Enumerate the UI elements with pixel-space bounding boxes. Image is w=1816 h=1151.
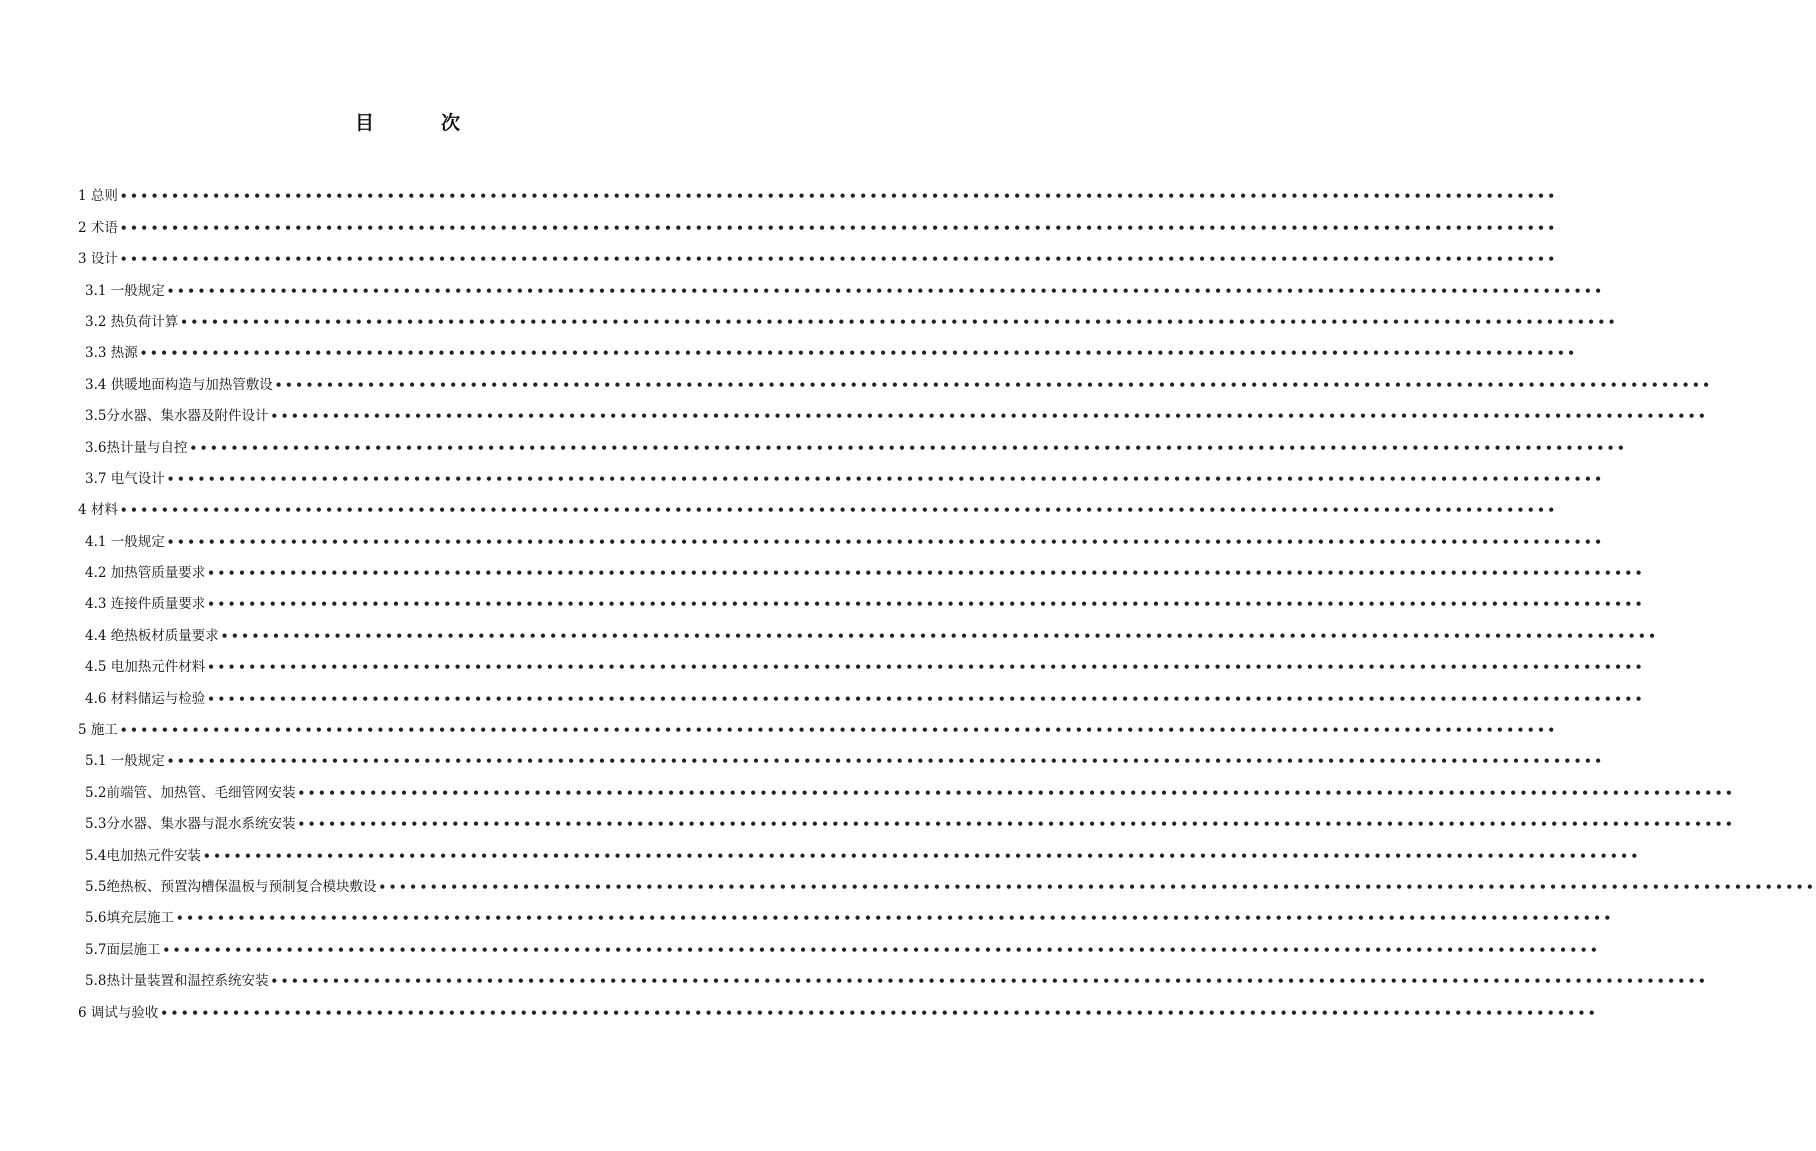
toc-entry-label: 5.2前端管、加热管、毛细管网安装: [85, 784, 296, 801]
toc-dot-leader: ••••••••••••••••••••••••••••••••••••••••••••••••••••••••••••••••••••••••••••••••••••••••••••••••••••••••••••••••••••••••••••••••••••••••••••: [180, 314, 1619, 329]
toc-dot-leader: ••••••••••••••••••••••••••••••••••••••••••••••••••••••••••••••••••••••••••••••••••••••••••••••••••••••••••••••••••••••••••••••••••••••••••••: [202, 848, 1641, 863]
toc-entry-label: 4.1 一般规定: [85, 533, 165, 550]
toc-entry-label: 5.5绝热板、预置沟槽保温板与预制复合模块敷设: [85, 878, 377, 895]
toc-dot-leader: ••••••••••••••••••••••••••••••••••••••••••••••••••••••••••••••••••••••••••••••••••••••••••••••••••••••••••••••••••••••••••••••••••••••••••••: [119, 220, 1558, 235]
toc-entry[interactable]: [78, 583, 1646, 614]
toc-dot-leader: ••••••••••••••••••••••••••••••••••••••••••••••••••••••••••••••••••••••••••••••••••••••••••••••••••••••••••••••••••••••••••••••••••••••••••••: [166, 754, 1605, 769]
toc-dot-leader: ••••••••••••••••••••••••••••••••••••••••••••••••••••••••••••••••••••••••••••••••••••••••••••••••••••••••••••••••••••••••••••••••••••••••••••: [378, 879, 1816, 894]
toc-entry-label: 4.5 电加热元件材料: [85, 659, 206, 676]
toc-entry[interactable]: [78, 301, 1619, 332]
toc-entry-label: 3.3 热源: [85, 345, 138, 362]
toc-entry-label: 4.3 连接件质量要求: [85, 596, 206, 613]
toc-entry[interactable]: [78, 771, 1736, 802]
toc-dot-leader: ••••••••••••••••••••••••••••••••••••••••••••••••••••••••••••••••••••••••••••••••••••••••••••••••••••••••••••••••••••••••••••••••••••••••••••: [220, 628, 1659, 643]
toc-entry[interactable]: [78, 238, 1558, 269]
toc-dot-leader: ••••••••••••••••••••••••••••••••••••••••••••••••••••••••••••••••••••••••••••••••••••••••••••••••••••••••••••••••••••••••••••••••••••••••••••: [207, 660, 1646, 675]
toc-entry[interactable]: [78, 740, 1605, 771]
toc-entry[interactable]: [78, 175, 1558, 206]
toc-dot-leader: ••••••••••••••••••••••••••••••••••••••••••••••••••••••••••••••••••••••••••••••••••••••••••••••••••••••••••••••••••••••••••••••••••••••••••••: [166, 534, 1605, 549]
toc-dot-leader: ••••••••••••••••••••••••••••••••••••••••••••••••••••••••••••••••••••••••••••••••••••••••••••••••••••••••••••••••••••••••••••••••••••••••••••: [166, 471, 1605, 486]
toc-entry[interactable]: [78, 520, 1605, 551]
toc-entry-label: 5.8热计量装置和温控系统安装: [85, 973, 269, 990]
toc-dot-leader: ••••••••••••••••••••••••••••••••••••••••••••••••••••••••••••••••••••••••••••••••••••••••••••••••••••••••••••••••••••••••••••••••••••••••••••: [270, 409, 1709, 424]
toc-dot-leader: ••••••••••••••••••••••••••••••••••••••••••••••••••••••••••••••••••••••••••••••••••••••••••••••••••••••••••••••••••••••••••••••••••••••••••••: [160, 1005, 1599, 1020]
toc-entry[interactable]: [78, 269, 1605, 300]
table-of-contents: [78, 175, 1816, 1023]
toc-entry-label: 5.4电加热元件安装: [85, 847, 201, 864]
toc-entry[interactable]: [78, 363, 1713, 394]
toc-entry-label: 5.6填充层施工: [85, 910, 174, 927]
toc-entry[interactable]: [78, 960, 1709, 991]
toc-dot-leader: ••••••••••••••••••••••••••••••••••••••••••••••••••••••••••••••••••••••••••••••••••••••••••••••••••••••••••••••••••••••••••••••••••••••••••••: [297, 817, 1736, 832]
toc-entry-label: 4.4 绝热板材质量要求: [85, 627, 219, 644]
page-title: 目 次: [354, 112, 484, 134]
toc-entry-label: 5 施工: [78, 722, 118, 739]
toc-entry[interactable]: [78, 395, 1709, 426]
toc-entry[interactable]: [78, 614, 1659, 645]
toc-dot-leader: ••••••••••••••••••••••••••••••••••••••••••••••••••••••••••••••••••••••••••••••••••••••••••••••••••••••••••••••••••••••••••••••••••••••••••••: [207, 597, 1646, 612]
toc-entry[interactable]: [78, 426, 1628, 457]
toc-dot-leader: ••••••••••••••••••••••••••••••••••••••••••••••••••••••••••••••••••••••••••••••••••••••••••••••••••••••••••••••••••••••••••••••••••••••••••••: [119, 723, 1558, 738]
toc-dot-leader: ••••••••••••••••••••••••••••••••••••••••••••••••••••••••••••••••••••••••••••••••••••••••••••••••••••••••••••••••••••••••••••••••••••••••••••: [207, 691, 1646, 706]
toc-entry-label: 3.5分水器、集水器及附件设计: [85, 408, 269, 425]
toc-dot-leader: ••••••••••••••••••••••••••••••••••••••••••••••••••••••••••••••••••••••••••••••••••••••••••••••••••••••••••••••••••••••••••••••••••••••••••••: [166, 283, 1605, 298]
toc-entry-label: 4.6 材料储运与检验: [85, 690, 206, 707]
toc-entry-label: 2 术语: [78, 219, 118, 236]
toc-entry-label: 5.3分水器、集水器与混水系统安装: [85, 816, 296, 833]
toc-entry-label: 6 调试与验收: [78, 1004, 159, 1021]
toc-entry[interactable]: [78, 458, 1605, 489]
toc-entry[interactable]: [78, 677, 1646, 708]
toc-entry[interactable]: [78, 552, 1646, 583]
toc-dot-leader: ••••••••••••••••••••••••••••••••••••••••••••••••••••••••••••••••••••••••••••••••••••••••••••••••••••••••••••••••••••••••••••••••••••••••••••: [274, 377, 1713, 392]
toc-entry-label: 4 材料: [78, 502, 118, 519]
toc-dot-leader: ••••••••••••••••••••••••••••••••••••••••••••••••••••••••••••••••••••••••••••••••••••••••••••••••••••••••••••••••••••••••••••••••••••••••••••: [119, 252, 1558, 267]
toc-entry[interactable]: [78, 991, 1599, 1022]
toc-entry-label: 3.2 热负荷计算: [85, 313, 179, 330]
toc-dot-leader: ••••••••••••••••••••••••••••••••••••••••••••••••••••••••••••••••••••••••••••••••••••••••••••••••••••••••••••••••••••••••••••••••••••••••••••: [162, 942, 1601, 957]
toc-dot-leader: ••••••••••••••••••••••••••••••••••••••••••••••••••••••••••••••••••••••••••••••••••••••••••••••••••••••••••••••••••••••••••••••••••••••••••••: [189, 440, 1628, 455]
toc-dot-leader: ••••••••••••••••••••••••••••••••••••••••••••••••••••••••••••••••••••••••••••••••••••••••••••••••••••••••••••••••••••••••••••••••••••••••••••: [139, 346, 1578, 361]
toc-entry-label: 3.4 供暖地面构造与加热管敷设: [85, 376, 273, 393]
toc-entry-label: 3.7 电气设计: [85, 470, 165, 487]
toc-entry[interactable]: [78, 332, 1578, 363]
toc-entry[interactable]: [78, 803, 1736, 834]
toc-entry[interactable]: [78, 206, 1558, 237]
toc-dot-leader: ••••••••••••••••••••••••••••••••••••••••••••••••••••••••••••••••••••••••••••••••••••••••••••••••••••••••••••••••••••••••••••••••••••••••••••: [119, 189, 1558, 204]
toc-dot-leader: ••••••••••••••••••••••••••••••••••••••••••••••••••••••••••••••••••••••••••••••••••••••••••••••••••••••••••••••••••••••••••••••••••••••••••••: [207, 566, 1646, 581]
toc-entry-label: 3.6热计量与自控: [85, 439, 188, 456]
toc-entry-label: 5.1 一般规定: [85, 753, 165, 770]
toc-dot-leader: ••••••••••••••••••••••••••••••••••••••••••••••••••••••••••••••••••••••••••••••••••••••••••••••••••••••••••••••••••••••••••••••••••••••••••••: [175, 911, 1614, 926]
toc-dot-leader: ••••••••••••••••••••••••••••••••••••••••••••••••••••••••••••••••••••••••••••••••••••••••••••••••••••••••••••••••••••••••••••••••••••••••••••: [119, 503, 1558, 518]
toc-entry-label: 3 设计: [78, 251, 118, 268]
toc-entry[interactable]: [78, 709, 1558, 740]
toc-entry-label: 3.1 一般规定: [85, 282, 165, 299]
toc-entry[interactable]: [78, 866, 1816, 897]
toc-entry-label: 1 总则: [78, 188, 118, 205]
toc-entry[interactable]: [78, 834, 1641, 865]
toc-entry[interactable]: [78, 897, 1614, 928]
toc-entry[interactable]: [78, 928, 1601, 959]
toc-entry-label: 5.7面层施工: [85, 941, 161, 958]
toc-entry-label: 4.2 加热管质量要求: [85, 565, 206, 582]
toc-entry[interactable]: [78, 646, 1646, 677]
toc-entry[interactable]: [78, 489, 1558, 520]
toc-dot-leader: ••••••••••••••••••••••••••••••••••••••••••••••••••••••••••••••••••••••••••••••••••••••••••••••••••••••••••••••••••••••••••••••••••••••••••••: [270, 974, 1709, 989]
toc-dot-leader: ••••••••••••••••••••••••••••••••••••••••••••••••••••••••••••••••••••••••••••••••••••••••••••••••••••••••••••••••••••••••••••••••••••••••••••: [297, 785, 1736, 800]
